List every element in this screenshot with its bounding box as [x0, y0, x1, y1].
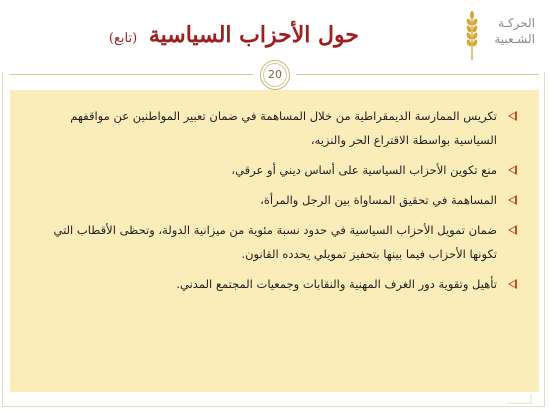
corner-ornament-icon	[505, 392, 535, 406]
bullet-text: منع تكوين الأحزاب السياسية على أساس ديني أو عرقي،	[231, 163, 497, 177]
divider-line-right	[296, 74, 539, 75]
divider-line-left	[10, 74, 253, 75]
bullet-text: المساهمة في تحقيق المساواة بين الرجل والمرأة،	[260, 193, 497, 207]
bullet-text: تكريس الممارسة الديمقراطية من خلال المساهمة في ضمان تعبير المواطنين عن مواقفهم السياسية بواسطة الاقتراع الحر والنزيه،	[70, 109, 497, 147]
bullet-list	[10, 90, 539, 296]
bullet-item	[24, 104, 517, 152]
page-number-badge	[260, 60, 290, 90]
content-panel	[10, 90, 539, 392]
arrow-bullet-icon	[508, 279, 517, 289]
arrow-bullet-icon	[508, 165, 517, 175]
page-number: 20	[263, 63, 287, 87]
logo-text-line1: الحركـة	[497, 16, 535, 30]
slide-title-note: (تابع)	[108, 31, 138, 46]
party-logo	[463, 10, 535, 66]
bullet-item	[24, 158, 517, 182]
arrow-bullet-icon	[508, 225, 517, 235]
logo-text-line2: الشـعبية	[494, 32, 535, 46]
bullet-item	[24, 218, 517, 266]
bullet-item	[24, 188, 517, 212]
arrow-bullet-icon	[508, 195, 517, 205]
wheat-icon	[465, 10, 479, 62]
slide-title	[109, 22, 359, 48]
bullet-item	[24, 272, 517, 296]
slide-title-text: حول الأحزاب السياسية	[148, 22, 359, 48]
arrow-bullet-icon	[508, 111, 517, 121]
bullet-text: تأهيل وتقوية دور الغرف المهنية والنقابات وجمعيات المجتمع المدني.	[176, 277, 497, 291]
bullet-text: ضمان تمويل الأحزاب السياسية في حدود نسبة مئوية من ميزانية الدولة، وتحظى الأقطاب التي تكونها الأحزاب فيما بينها بتحفيز تمويلي يحدده القانون.	[53, 223, 497, 261]
